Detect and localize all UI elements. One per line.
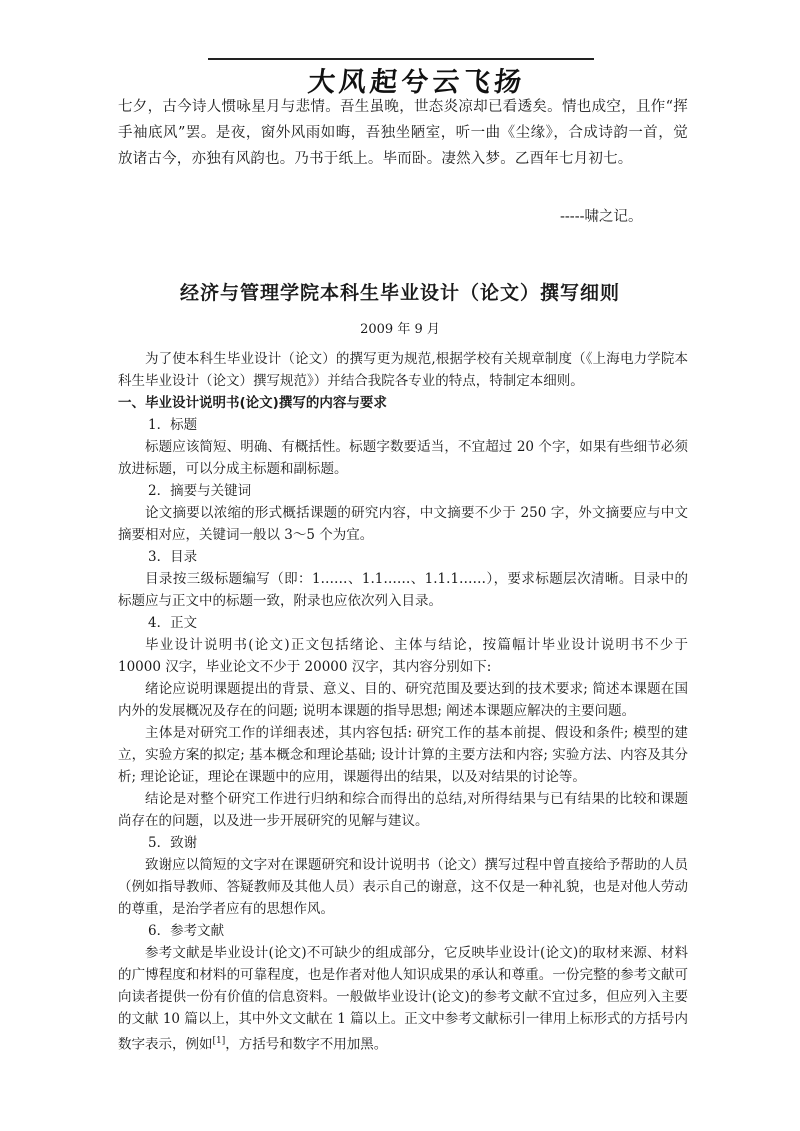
- preface-paragraph: 为了使本科生毕业设计（论文）的撰写更为规范,根据学校有关规章制度（《上海电力学院本科生毕业设计（论文）撰写规范》）并结合我院各专业的特点，特制定本细则。: [118, 351, 688, 389]
- item-6-text: 参考文献是毕业设计(论文)不可缺少的组成部分，它反映毕业设计(论文)的取材来源、材料的广博程度和材料的可靠程度，也是作者对他人知识成果的承认和尊重。一份完整的参考文献可向读者提供一份有价值的信息资料。一般做毕业设计(论文)的参考文献不宜过多，但应列入主要的文献 10 篇以上，其中外文文献在 1 篇以上。正文中参考文献标引一律用上标形式的方括号内数字表示，例如: [118, 945, 688, 1053]
- item-4-text-2: 绪论应说明课题提出的背景、意义、目的、研究范围及要达到的技术要求; 简述本课题在国内外的发展概况及存在的问题; 说明本课题的指导思想; 阐述本课题应解决的主要问题。: [118, 681, 688, 719]
- intro-paragraph: 七夕，古今诗人惯咏星月与悲情。吾生虽晚，世态炎凉却已看透矣。情也成空，且作“挥手袖底风”罢。是夜，窗外风雨如晦，吾独坐陋室，听一曲《尘缘》，合成诗韵一首，觉放诸古今，亦独有风韵也。乃书于纸上。毕而卧。凄然入梦。乙酉年七月初七。: [118, 99, 688, 167]
- item-4-text-1: 毕业设计说明书(论文)正文包括绪论、主体与结论，按篇幅计毕业设计说明书不少于 10000 汉字，毕业论文不少于 20000 汉字，其内容分别如下:: [118, 637, 688, 675]
- document-title: 经济与管理学院本科生毕业设计（论文）撰写细则: [179, 282, 620, 304]
- citation-superscript: [1]: [212, 1036, 226, 1046]
- document-date: 2009 年 9 月: [360, 322, 440, 337]
- item-4-text-4: 结论是对整个研究工作进行归纳和综合而得出的总结,对所得结果与已有结果的比较和课题尚存在的问题，以及进一步开展研究的见解与建议。: [118, 791, 688, 829]
- item-2-text: 论文摘要以浓缩的形式概括课题的研究内容，中文摘要不少于 250 字，外文摘要应与中文摘要相对应，关键词一般以 3～5 个为宜。: [118, 505, 688, 543]
- intro-signature: -----啸之记。: [560, 209, 643, 225]
- item-6-tail: ，方括号和数字不用加黑。: [225, 1036, 388, 1053]
- item-6-label: 6．参考文献: [148, 923, 225, 939]
- item-2-label: 2．摘要与关键词: [148, 483, 252, 499]
- item-3-label: 3．目录: [148, 549, 198, 565]
- item-1-label: 1．标题: [148, 417, 198, 433]
- document-body: [118, 348, 688, 1056]
- item-4-text-3: 主体是对研究工作的详细表述，其内容包括: 研究工作的基本前提、假设和条件; 模型的建立，实验方案的拟定; 基本概念和理论基础; 设计计算的主要方法和内容; 实验方法、内容及其分析; 理论论证，理论在课题中的应用，课题得出的结果，以及对结果的讨论等。: [118, 725, 688, 785]
- item-5-text: 致谢应以简短的文字对在课题研究和设计说明书（论文）撰写过程中曾直接给予帮助的人员（例如指导教师、答疑教师及其他人员）表示自己的谢意，这不仅是一种礼貌，也是对他人劳动的尊重，是治学者应有的思想作风。: [118, 857, 688, 917]
- item-1-text: 标题应该简短、明确、有概括性。标题字数要适当，不宜超过 20 个字，如果有些细节必须放进标题，可以分成主标题和副标题。: [118, 439, 688, 477]
- item-3-text: 目录按三级标题编写（即：1……、1.1……、1.1.1……），要求标题层次清晰。目录中的标题应与正文中的标题一致，附录也应依次列入目录。: [118, 571, 688, 609]
- header-calligraphy-title: 大风起兮云飞扬: [306, 67, 527, 98]
- item-6-paragraph: [118, 942, 688, 1056]
- section-1-heading: 一、毕业设计说明书(论文)撰写的内容与要求: [118, 395, 387, 411]
- item-5-label: 5．致谢: [148, 835, 198, 851]
- item-4-label: 4．正文: [148, 615, 198, 631]
